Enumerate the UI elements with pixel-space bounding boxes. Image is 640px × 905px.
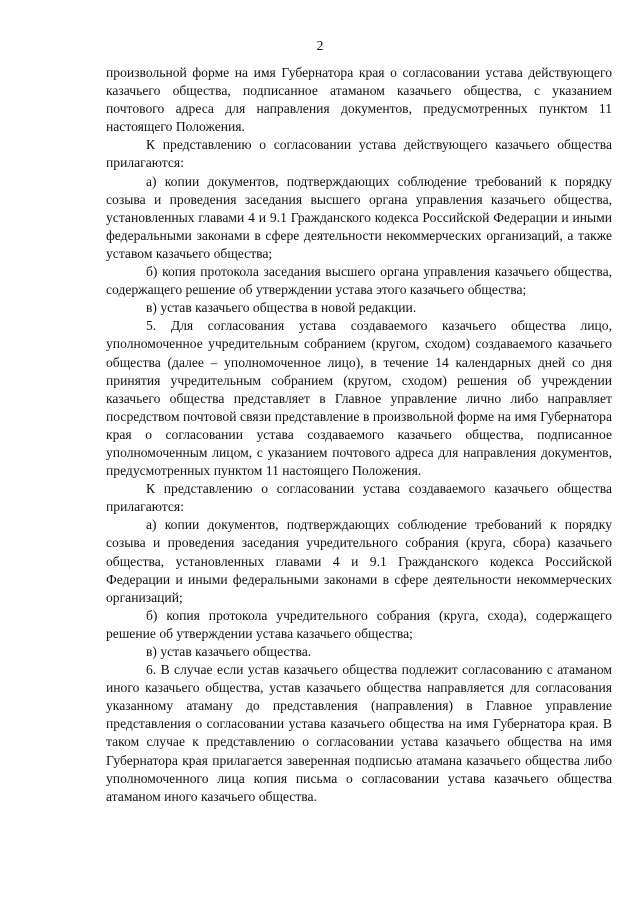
- paragraph: 5. Для согласования устава создаваемого казачьего общества лицо, уполномоченное учредительным собранием (кругом, сходом) создаваемого казачьего общества (далее – уполномоченное лицо), в течение 14 календарных дней со дня принятия учредительным собранием (кругом, сходом) решения об учреждении казачьего общества представляет в Главное управление лично либо направляет посредством почтовой связи представление в произвольной форме на имя Губернатора края о согласовании устава создаваемого казачьего общества, подписанное уполномоченным лицом, с указанием почтового адреса для направления документов, предусмотренных пунктом 11 настоящего Положения.: [106, 318, 612, 479]
- paragraph: 6. В случае если устав казачьего общества подлежит согласованию с атаманом иного казачьего общества, устав казачьего общества направляется для согласования указанному атаману до представления (направления) в Главное управление представления о согласовании устава казачьего общества на имя Губернатора края. В таком случае к представлению о согласовании устава казачьего общества на имя Губернатора края прилагается заверенная подписью атамана казачьего общества либо уполномоченного лица копия письма о согласовании устава казачьего общества атаманом иного казачьего общества.: [106, 662, 612, 804]
- paragraph: в) устав казачьего общества в новой редакции.: [146, 300, 417, 316]
- paragraph: а) копии документов, подтверждающих соблюдение требований к порядку созыва и проведения заседания высшего органа управления казачьего общества, установленных главами 4 и 9.1 Гражданского кодекса Российской Федерации и иными федеральными законами в сфере деятельности некоммерческих организаций, а также уставом казачьего общества;: [106, 173, 612, 261]
- paragraph: б) копия протокола заседания высшего органа управления казачьего общества, содержащего решение об утверждении устава этого казачьего общества;: [106, 264, 612, 298]
- paragraph: б) копия протокола учредительного собрания (круга, схода), содержащего решение об утверждении устава казачьего общества;: [106, 607, 612, 641]
- paragraph: К представлению о согласовании устава действующего казачьего общества прилагаются:: [106, 137, 612, 171]
- paragraph: К представлению о согласовании устава создаваемого казачьего общества прилагаются:: [106, 481, 612, 515]
- document-body: [106, 64, 612, 806]
- paragraph: в) устав казачьего общества.: [146, 644, 312, 659]
- page-number: 2: [316, 38, 324, 53]
- paragraph: произвольной форме на имя Губернатора края о согласовании устава действующего казачьего общества, подписанное атаманом казачьего общества, с указанием почтового адреса для направления документов, предусмотренных пунктом 11 настоящего Положения.: [106, 65, 612, 135]
- paragraph: а) копии документов, подтверждающих соблюдение требований к порядку созыва и проведения заседания учредительного собрания (круга, сбора) казачьего общества, установленных главами 4 и 9.1 Гражданского кодекса Российской Федерации и иными федеральными законами в сфере деятельности некоммерческих организаций;: [106, 517, 612, 605]
